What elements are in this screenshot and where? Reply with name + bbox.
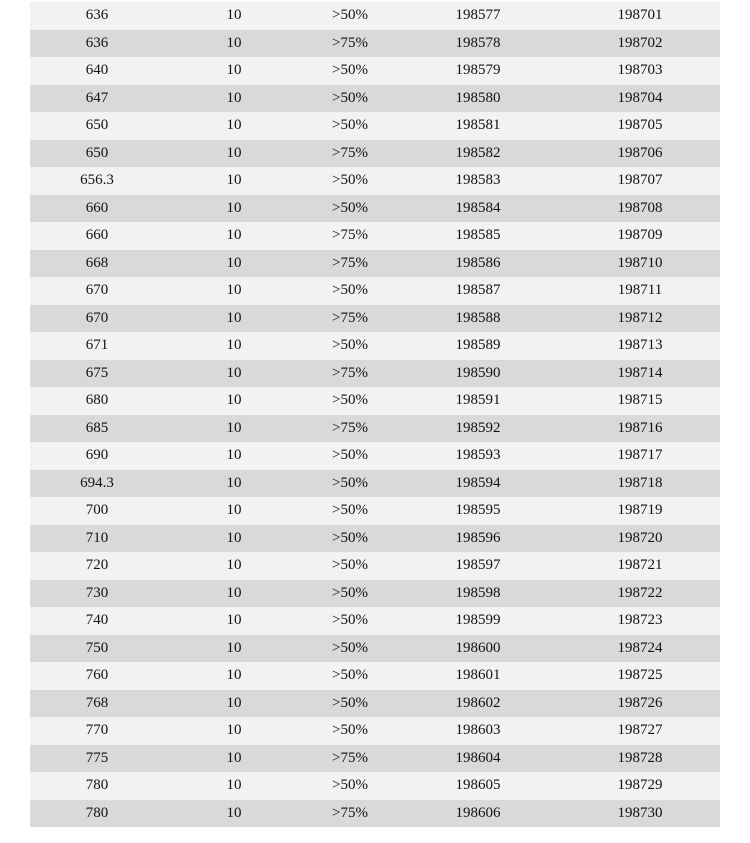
part-number-a-cell: 198597	[455, 557, 501, 574]
transmission-cell: >75%	[332, 144, 368, 161]
wavelength-cell: 768	[85, 694, 109, 711]
table-row	[30, 690, 720, 718]
table-row	[30, 360, 720, 388]
table-row	[30, 415, 720, 443]
table-row	[30, 167, 720, 195]
table-row	[30, 772, 720, 800]
transmission-cell: >50%	[332, 474, 368, 491]
wavelength-cell: 636	[85, 34, 109, 51]
table-row	[30, 57, 720, 85]
table-row	[30, 497, 720, 525]
part-number-b-cell: 198727	[617, 722, 663, 739]
table-row	[30, 112, 720, 140]
part-number-a-cell: 198603	[455, 722, 501, 739]
bandwidth-cell: 10	[226, 419, 242, 436]
part-number-a-cell: 198590	[455, 364, 501, 381]
wavelength-cell: 720	[85, 557, 109, 574]
transmission-cell: >50%	[332, 639, 368, 656]
part-number-a-cell: 198586	[455, 254, 501, 271]
part-number-a-cell: 198605	[455, 777, 501, 794]
part-number-b-cell: 198712	[617, 309, 663, 326]
bandwidth-cell: 10	[226, 557, 242, 574]
wavelength-cell: 710	[85, 529, 109, 546]
transmission-cell: >50%	[332, 529, 368, 546]
bandwidth-cell: 10	[226, 172, 242, 189]
bandwidth-cell: 10	[226, 282, 242, 299]
bandwidth-cell: 10	[226, 529, 242, 546]
table-row	[30, 662, 720, 690]
table-row	[30, 222, 720, 250]
part-number-b-cell: 198728	[617, 749, 663, 766]
bandwidth-cell: 10	[226, 694, 242, 711]
wavelength-cell: 690	[85, 447, 109, 464]
transmission-cell: >50%	[332, 667, 368, 684]
part-number-a-cell: 198596	[455, 529, 501, 546]
transmission-cell: >50%	[332, 447, 368, 464]
product-table	[30, 2, 720, 827]
part-number-a-cell: 198584	[455, 199, 501, 216]
wavelength-cell: 770	[85, 722, 109, 739]
part-number-b-cell: 198725	[617, 667, 663, 684]
bandwidth-cell: 10	[226, 337, 242, 354]
transmission-cell: >75%	[332, 419, 368, 436]
bandwidth-cell: 10	[226, 474, 242, 491]
transmission-cell: >50%	[332, 62, 368, 79]
transmission-cell: >50%	[332, 612, 368, 629]
bandwidth-cell: 10	[226, 254, 242, 271]
part-number-b-cell: 198710	[617, 254, 663, 271]
part-number-b-cell: 198715	[617, 392, 663, 409]
table-row	[30, 277, 720, 305]
table-row	[30, 552, 720, 580]
wavelength-cell: 671	[85, 337, 109, 354]
bandwidth-cell: 10	[226, 227, 242, 244]
table-row	[30, 442, 720, 470]
bandwidth-cell: 10	[226, 584, 242, 601]
part-number-b-cell: 198706	[617, 144, 663, 161]
wavelength-cell: 656.3	[80, 172, 114, 189]
transmission-cell: >75%	[332, 749, 368, 766]
table-row	[30, 470, 720, 498]
part-number-a-cell: 198595	[455, 502, 501, 519]
bandwidth-cell: 10	[226, 502, 242, 519]
table-row	[30, 717, 720, 745]
part-number-b-cell: 198726	[617, 694, 663, 711]
wavelength-cell: 636	[85, 7, 109, 24]
wavelength-cell: 780	[85, 804, 109, 821]
transmission-cell: >50%	[332, 282, 368, 299]
part-number-a-cell: 198579	[455, 62, 501, 79]
part-number-b-cell: 198722	[617, 584, 663, 601]
part-number-b-cell: 198701	[617, 7, 663, 24]
transmission-cell: >50%	[332, 694, 368, 711]
wavelength-cell: 650	[85, 117, 109, 134]
bandwidth-cell: 10	[226, 722, 242, 739]
part-number-a-cell: 198593	[455, 447, 501, 464]
part-number-b-cell: 198708	[617, 199, 663, 216]
transmission-cell: >50%	[332, 7, 368, 24]
transmission-cell: >75%	[332, 309, 368, 326]
table-row	[30, 800, 720, 828]
table-row	[30, 332, 720, 360]
part-number-a-cell: 198577	[455, 7, 501, 24]
bandwidth-cell: 10	[226, 392, 242, 409]
wavelength-cell: 640	[85, 62, 109, 79]
transmission-cell: >50%	[332, 172, 368, 189]
bandwidth-cell: 10	[226, 117, 242, 134]
wavelength-cell: 668	[85, 254, 109, 271]
part-number-a-cell: 198588	[455, 309, 501, 326]
part-number-a-cell: 198599	[455, 612, 501, 629]
transmission-cell: >75%	[332, 804, 368, 821]
transmission-cell: >50%	[332, 502, 368, 519]
bandwidth-cell: 10	[226, 89, 242, 106]
wavelength-cell: 700	[85, 502, 109, 519]
part-number-b-cell: 198713	[617, 337, 663, 354]
transmission-cell: >50%	[332, 117, 368, 134]
table-row	[30, 745, 720, 773]
part-number-a-cell: 198578	[455, 34, 501, 51]
part-number-a-cell: 198589	[455, 337, 501, 354]
part-number-b-cell: 198717	[617, 447, 663, 464]
transmission-cell: >50%	[332, 392, 368, 409]
part-number-a-cell: 198602	[455, 694, 501, 711]
transmission-cell: >50%	[332, 557, 368, 574]
bandwidth-cell: 10	[226, 639, 242, 656]
bandwidth-cell: 10	[226, 777, 242, 794]
table-row	[30, 2, 720, 30]
part-number-b-cell: 198719	[617, 502, 663, 519]
part-number-a-cell: 198601	[455, 667, 501, 684]
wavelength-cell: 740	[85, 612, 109, 629]
bandwidth-cell: 10	[226, 309, 242, 326]
table-row	[30, 250, 720, 278]
bandwidth-cell: 10	[226, 612, 242, 629]
part-number-a-cell: 198598	[455, 584, 501, 601]
part-number-b-cell: 198716	[617, 419, 663, 436]
part-number-b-cell: 198703	[617, 62, 663, 79]
part-number-a-cell: 198580	[455, 89, 501, 106]
transmission-cell: >50%	[332, 89, 368, 106]
bandwidth-cell: 10	[226, 667, 242, 684]
wavelength-cell: 694.3	[80, 474, 114, 491]
bandwidth-cell: 10	[226, 447, 242, 464]
table-row	[30, 305, 720, 333]
part-number-b-cell: 198704	[617, 89, 663, 106]
transmission-cell: >50%	[332, 584, 368, 601]
part-number-a-cell: 198583	[455, 172, 501, 189]
part-number-b-cell: 198730	[617, 804, 663, 821]
transmission-cell: >50%	[332, 199, 368, 216]
wavelength-cell: 730	[85, 584, 109, 601]
part-number-b-cell: 198702	[617, 34, 663, 51]
part-number-b-cell: 198724	[617, 639, 663, 656]
transmission-cell: >75%	[332, 227, 368, 244]
table-row	[30, 85, 720, 113]
table-row	[30, 607, 720, 635]
transmission-cell: >50%	[332, 777, 368, 794]
part-number-b-cell: 198711	[617, 282, 663, 299]
part-number-a-cell: 198600	[455, 639, 501, 656]
part-number-b-cell: 198718	[617, 474, 663, 491]
part-number-a-cell: 198591	[455, 392, 501, 409]
bandwidth-cell: 10	[226, 7, 242, 24]
wavelength-cell: 775	[85, 749, 109, 766]
wavelength-cell: 780	[85, 777, 109, 794]
bandwidth-cell: 10	[226, 804, 242, 821]
wavelength-cell: 660	[85, 199, 109, 216]
part-number-b-cell: 198709	[617, 227, 663, 244]
part-number-a-cell: 198604	[455, 749, 501, 766]
wavelength-cell: 685	[85, 419, 109, 436]
transmission-cell: >75%	[332, 34, 368, 51]
wavelength-cell: 680	[85, 392, 109, 409]
part-number-b-cell: 198720	[617, 529, 663, 546]
part-number-b-cell: 198723	[617, 612, 663, 629]
bandwidth-cell: 10	[226, 62, 242, 79]
part-number-b-cell: 198721	[617, 557, 663, 574]
part-number-b-cell: 198729	[617, 777, 663, 794]
part-number-a-cell: 198606	[455, 804, 501, 821]
bandwidth-cell: 10	[226, 34, 242, 51]
wavelength-cell: 670	[85, 309, 109, 326]
wavelength-cell: 760	[85, 667, 109, 684]
wavelength-cell: 647	[85, 89, 109, 106]
transmission-cell: >75%	[332, 254, 368, 271]
table-row	[30, 387, 720, 415]
wavelength-cell: 670	[85, 282, 109, 299]
part-number-a-cell: 198594	[455, 474, 501, 491]
table-row	[30, 195, 720, 223]
transmission-cell: >50%	[332, 722, 368, 739]
part-number-a-cell: 198587	[455, 282, 501, 299]
part-number-b-cell: 198707	[617, 172, 663, 189]
table-row	[30, 30, 720, 58]
bandwidth-cell: 10	[226, 364, 242, 381]
wavelength-cell: 650	[85, 144, 109, 161]
table-row	[30, 635, 720, 663]
wavelength-cell: 675	[85, 364, 109, 381]
part-number-a-cell: 198582	[455, 144, 501, 161]
table-row	[30, 525, 720, 553]
transmission-cell: >50%	[332, 337, 368, 354]
wavelength-cell: 750	[85, 639, 109, 656]
part-number-a-cell: 198581	[455, 117, 501, 134]
bandwidth-cell: 10	[226, 199, 242, 216]
bandwidth-cell: 10	[226, 749, 242, 766]
part-number-a-cell: 198592	[455, 419, 501, 436]
transmission-cell: >75%	[332, 364, 368, 381]
part-number-a-cell: 198585	[455, 227, 501, 244]
bandwidth-cell: 10	[226, 144, 242, 161]
table-row	[30, 140, 720, 168]
table-row	[30, 580, 720, 608]
part-number-b-cell: 198705	[617, 117, 663, 134]
part-number-b-cell: 198714	[617, 364, 663, 381]
wavelength-cell: 660	[85, 227, 109, 244]
